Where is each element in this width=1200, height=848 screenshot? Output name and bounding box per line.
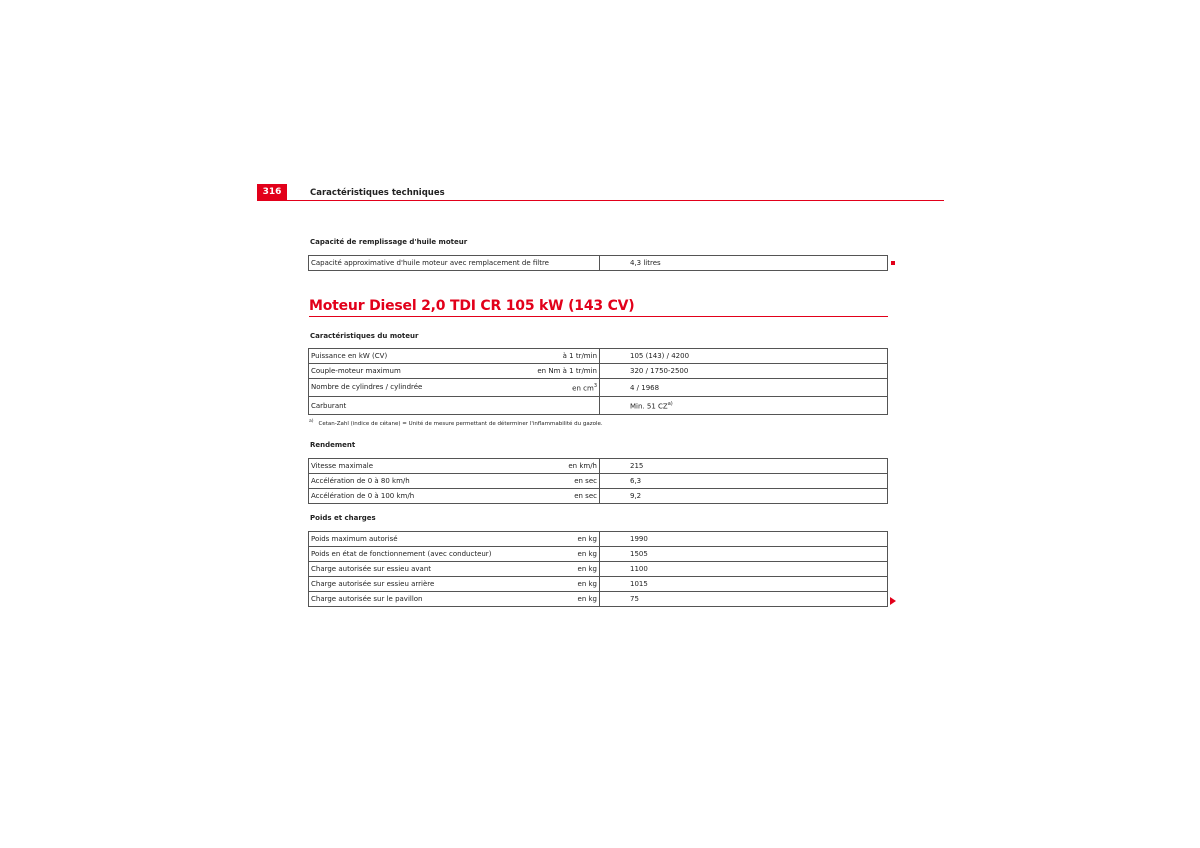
row-label: Couple-moteur maximum en Nm à 1 tr/min	[309, 364, 600, 379]
row-label: Accélération de 0 à 80 km/h en sec	[309, 474, 600, 489]
table-row	[309, 562, 888, 577]
footnote-reference: a)	[667, 400, 673, 407]
header-divider	[287, 200, 944, 201]
row-unit: en sec	[574, 477, 597, 485]
footnote-mark: a)	[309, 419, 314, 424]
continue-arrow-icon	[890, 597, 896, 605]
table-row	[309, 349, 888, 364]
row-unit: en $cm^3$	[572, 382, 597, 393]
footnote	[309, 419, 603, 427]
row-label: Puissance en kW (CV) à 1 tr/min	[309, 349, 600, 364]
row-label: Accélération de 0 à 100 km/h en sec	[309, 489, 600, 504]
heading-divider	[309, 316, 888, 317]
row-value: 4,3 litres	[600, 256, 888, 271]
table-row	[309, 364, 888, 379]
weights-table	[308, 531, 888, 607]
row-value: 4 / 1968	[600, 379, 888, 397]
row-unit: en Nm à 1 tr/min	[537, 367, 597, 375]
table-row	[309, 532, 888, 547]
row-label: Charge autorisée sur essieu arrière en kg	[309, 577, 600, 592]
oil-section-label: Capacité de remplissage d'huile moteur	[310, 238, 468, 246]
table-row	[309, 489, 888, 504]
row-unit: en km/h	[568, 462, 597, 470]
table-row	[309, 474, 888, 489]
row-unit: à 1 tr/min	[562, 352, 597, 360]
performance-table	[308, 458, 888, 504]
row-label: Carburant	[309, 397, 600, 415]
table-row	[309, 397, 888, 415]
section-end-marker-icon	[891, 261, 895, 265]
table-row	[309, 379, 888, 397]
page-title: Moteur Diesel 2,0 TDI CR 105 kW (143 CV)	[309, 298, 635, 314]
row-label: Charge autorisée sur essieu avant en kg	[309, 562, 600, 577]
row-value: 1990	[600, 532, 888, 547]
row-value: 105 (143) / 4200	[600, 349, 888, 364]
row-value: 9,2	[600, 489, 888, 504]
weights-section-label: Poids et charges	[310, 514, 376, 522]
row-value: 75	[600, 592, 888, 607]
row-label: Vitesse maximale en km/h	[309, 459, 600, 474]
engine-table	[308, 348, 888, 415]
row-label: Charge autorisée sur le pavillon en kg	[309, 592, 600, 607]
table-row	[309, 256, 888, 271]
row-label: Capacité approximative d'huile moteur avec remplacement de filtre	[309, 256, 600, 271]
row-value: 320 / 1750-2500	[600, 364, 888, 379]
row-label: Nombre de cylindres / cylindrée en $cm^3$	[309, 379, 600, 397]
row-unit: en kg	[577, 565, 597, 573]
footnote-text: Cetan-Zahl (indice de cétane) = Unité de mesure permettant de déterminer l'inflammabilité du gazole.	[318, 420, 603, 427]
row-value: 6,3	[600, 474, 888, 489]
oil-capacity-table	[308, 255, 888, 271]
row-label: Poids maximum autorisé en kg	[309, 532, 600, 547]
row-value: 1100	[600, 562, 888, 577]
row-value: 1505	[600, 547, 888, 562]
row-value: Min. 51 CZ$^{a)}$	[600, 397, 888, 415]
row-value: 215	[600, 459, 888, 474]
table-row	[309, 577, 888, 592]
page-number: 316	[257, 184, 287, 201]
table-row	[309, 592, 888, 607]
row-unit: en sec	[574, 492, 597, 500]
row-unit: en kg	[577, 580, 597, 588]
row-unit: en kg	[577, 535, 597, 543]
row-value: 1015	[600, 577, 888, 592]
chapter-title: Caractéristiques techniques	[310, 188, 445, 198]
row-label: Poids en état de fonctionnement (avec conducteur) en kg	[309, 547, 600, 562]
table-row	[309, 459, 888, 474]
table-row	[309, 547, 888, 562]
row-unit: en kg	[577, 550, 597, 558]
engine-section-label: Caractéristiques du moteur	[310, 332, 419, 340]
row-unit: en kg	[577, 595, 597, 603]
performance-section-label: Rendement	[310, 441, 356, 449]
